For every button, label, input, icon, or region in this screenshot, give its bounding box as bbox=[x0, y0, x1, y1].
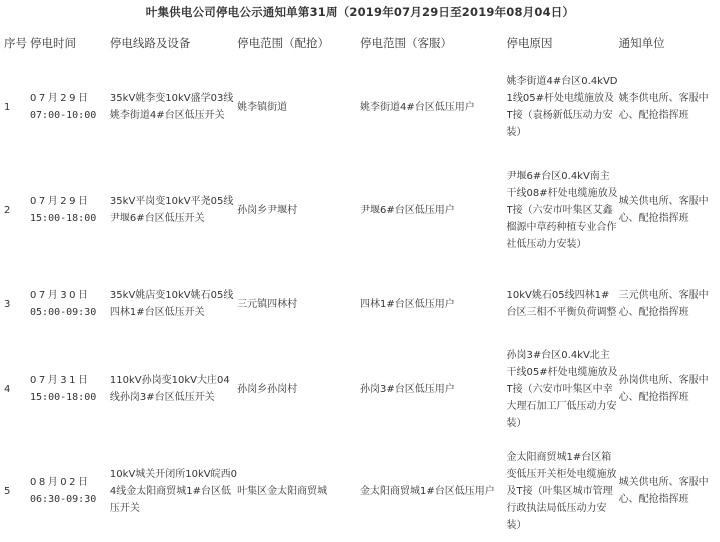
cell-date: 07月30日 bbox=[30, 290, 91, 301]
header-range-dispatch: 停电范围（配抢） bbox=[237, 36, 330, 50]
cell-seq: 5 bbox=[4, 485, 11, 497]
cell-time bbox=[28, 338, 110, 440]
cell-notify: 姚李供电所、客服中心、配抢指挥班 bbox=[618, 93, 709, 121]
table-row bbox=[0, 64, 720, 150]
header-line: 停电线路及设备 bbox=[109, 36, 191, 50]
cell-reason: 孙岗3#台区0.4kV北主干线05#杆处电缆施放及T接（六安市叶集区中幸大理石加工厂低压动力安装） bbox=[506, 349, 618, 429]
cell-line: 35kV平岗变10kV平尧05线尹堰6#台区低压开关 bbox=[109, 196, 234, 224]
cell-range-dispatch: 姚李镇街道 bbox=[237, 101, 288, 113]
cell-seq: 3 bbox=[4, 298, 11, 310]
cell-time-range: 06:30-09:30 bbox=[30, 494, 97, 505]
cell-time bbox=[28, 64, 110, 150]
cell-reason: 姚李街道4#台区0.4kVD1线05#杆处电缆施放及T接（袁杨新低压动力安装） bbox=[506, 76, 618, 138]
cell-reason: 10kV姚石05线四林1#台区三相不平衡负荷调整 bbox=[506, 290, 617, 318]
cell-range-customer: 孙岗3#台区低压用户 bbox=[359, 383, 455, 395]
cell-range-customer: 四林1#台区低压用户 bbox=[359, 298, 455, 310]
cell-date: 08月02日 bbox=[30, 477, 91, 488]
cell-time bbox=[28, 150, 110, 270]
table-header-row bbox=[0, 22, 720, 64]
cell-notify: 孙岗供电所、客服中心、配抢指挥班 bbox=[618, 375, 709, 403]
cell-time-range: 15:00-18:00 bbox=[30, 213, 97, 224]
table-row bbox=[0, 338, 720, 440]
cell-line: 35kV姚店变10kV姚石05线四林1#台区低压开关 bbox=[109, 290, 234, 318]
cell-range-customer: 姚李街道4#台区低压用户 bbox=[359, 101, 475, 113]
cell-range-customer: 尹堰6#台区低压用户 bbox=[359, 204, 455, 216]
cell-time-range: 07:00-10:00 bbox=[30, 110, 97, 121]
cell-reason: 尹堰6#台区0.4kV南主干线08#杆处电缆施放及T接（六安市叶集区艾鑫榴源中草药种植专业合作社低压动力安装） bbox=[506, 170, 618, 250]
page-title: 叶集供电公司停电公示通知单第31周（2019年07月29日至2019年08月04日） bbox=[145, 5, 575, 19]
cell-notify: 三元供电所、客服中心、配抢指挥班 bbox=[618, 290, 709, 318]
cell-date: 07月29日 bbox=[30, 93, 91, 104]
header-range-customer: 停电范围（客服） bbox=[359, 36, 452, 50]
cell-date: 07月29日 bbox=[30, 196, 91, 207]
cell-time bbox=[28, 270, 110, 338]
cell-range-dispatch: 孙岗乡尹堰村 bbox=[237, 204, 298, 216]
cell-time bbox=[28, 440, 110, 542]
cell-line: 10kV城关开闭所10kV皖西04线金太阳商贸城1#台区低压开关 bbox=[109, 468, 237, 514]
cell-time-range: 05:00-09:30 bbox=[30, 307, 97, 318]
table-row bbox=[0, 270, 720, 338]
header-seq: 序号 bbox=[4, 36, 27, 50]
header-reason: 停电原因 bbox=[506, 36, 553, 50]
cell-seq: 1 bbox=[4, 101, 11, 113]
cell-notify: 城关供电所、客服中心、配抢指挥班 bbox=[618, 477, 709, 505]
cell-range-customer: 金太阳商贸城1#台区低压用户 bbox=[359, 485, 495, 497]
cell-range-dispatch: 叶集区金太阳商贸城 bbox=[237, 485, 328, 497]
cell-seq: 2 bbox=[4, 204, 11, 216]
header-notify: 通知单位 bbox=[618, 36, 665, 50]
cell-range-dispatch: 三元镇四林村 bbox=[237, 298, 298, 310]
cell-date: 07月31日 bbox=[30, 375, 91, 386]
cell-notify: 城关供电所、客服中心、配抢指挥班 bbox=[618, 196, 709, 224]
cell-range-dispatch: 孙岗乡孙岗村 bbox=[237, 383, 298, 395]
table-row bbox=[0, 150, 720, 270]
cell-line: 110kV孙岗变10kV大庄04线孙岗3#台区低压开关 bbox=[109, 375, 230, 403]
outage-table bbox=[0, 22, 720, 542]
cell-reason: 金太阳商贸城1#台区箱变低压开关柜处电缆施放及T接（叶集区城市管理行政执法局低压动力安装） bbox=[506, 451, 617, 531]
cell-seq: 4 bbox=[4, 383, 11, 395]
header-time: 停电时间 bbox=[30, 36, 77, 50]
cell-time-range: 15:00-18:00 bbox=[30, 392, 97, 403]
cell-line: 35kV姚李变10kV盛学03线姚李街道4#台区低压开关 bbox=[109, 93, 234, 121]
table-row bbox=[0, 440, 720, 542]
